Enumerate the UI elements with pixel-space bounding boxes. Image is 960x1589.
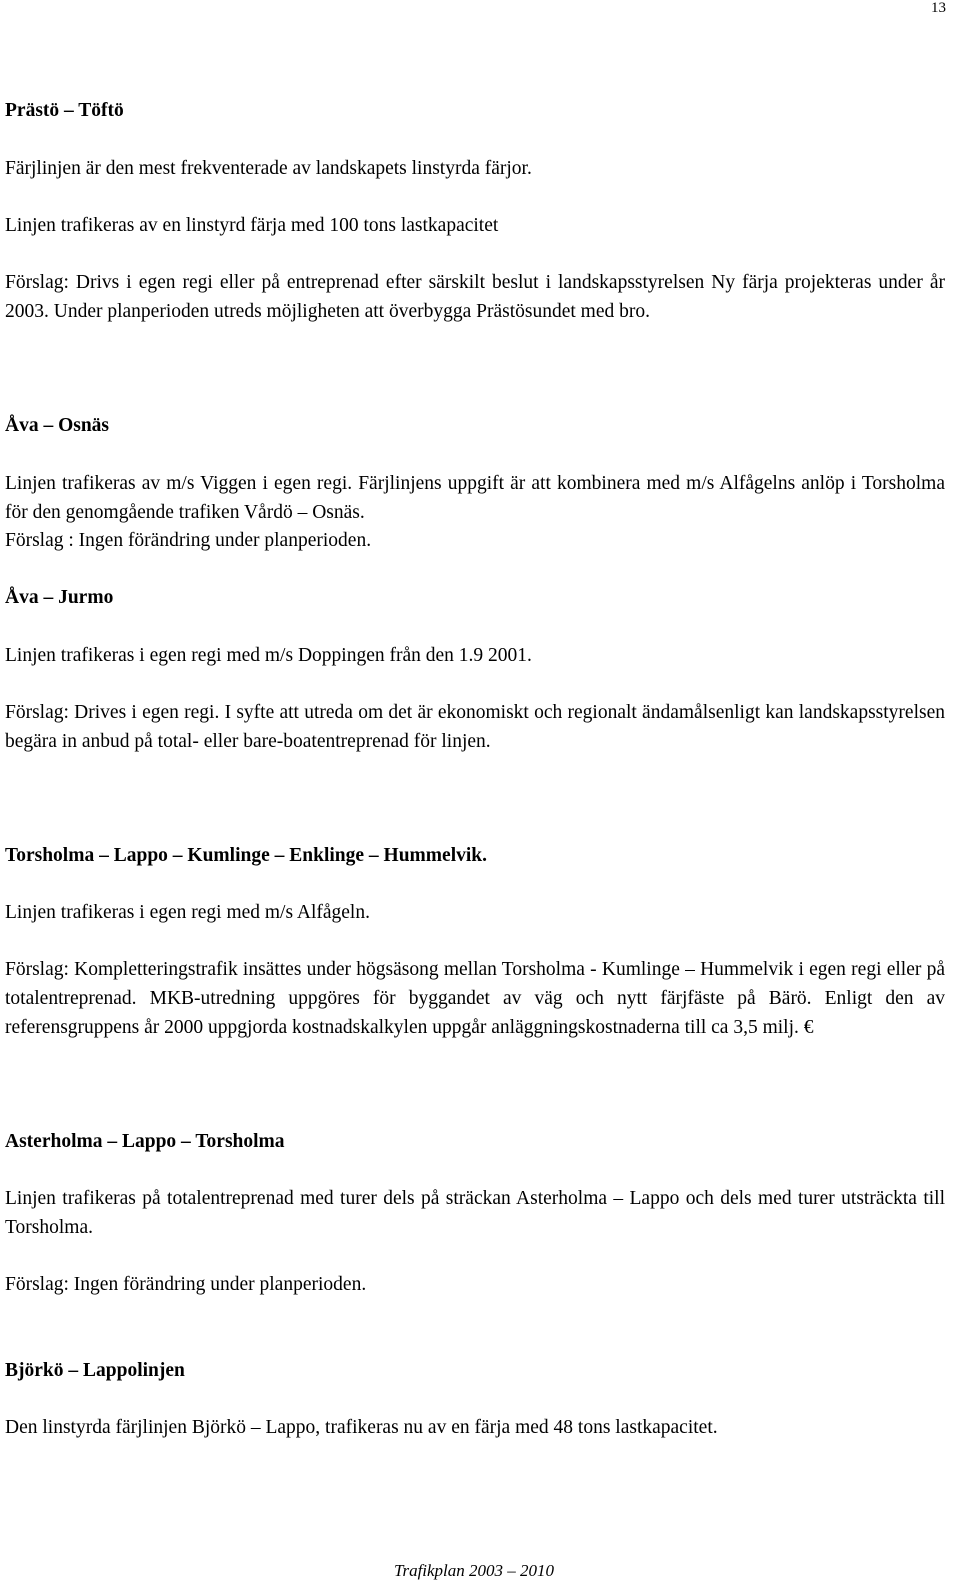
paragraph: Linjen trafikeras på totalentreprenad med turer dels på sträckan Asterholma – Lappo och dels med turer utsträckta till Torsholma. xyxy=(5,1188,945,1238)
paragraph: Förslag: Drivs i egen regi eller på entreprenad efter särskilt beslut i landskapsstyrelsen Ny färja projekteras under år 2003. Under planperioden utreds möjligheten att överbygga Prästösundet med bro. xyxy=(5,272,945,322)
paragraph: Linjen trafikeras av m/s Viggen i egen regi. Färjlinjens uppgift är att kombinera med m/s Alfågelns anlöp i Torsholma för den genomgående trafiken Vårdö – Osnäs. xyxy=(5,473,945,523)
section-heading-asterholma-torsholma: Asterholma – Lappo – Torsholma xyxy=(5,1131,285,1152)
paragraph: Linjen trafikeras av en linstyrd färja med 100 tons lastkapacitet xyxy=(5,215,499,236)
paragraph: Den linstyrda färjlinjen Björkö – Lappo, trafikeras nu av en färja med 48 tons lastkapacitet. xyxy=(5,1417,718,1438)
section-heading-ava-osnas: Åva – Osnäs xyxy=(5,415,110,436)
paragraph: Förslag: Kompletteringstrafik insättes under högsäsong mellan Torsholma - Kumlinge – Hummelvik i egen regi eller på totalentreprenad. MKB-utredning uppgöres för byggandet av väg och nytt färjfäste på Bärö. Enligt den av referensgruppens år 2000 uppgjorda kostnadskalkylen uppgår anläggningskostnaderna till ca 3,5 milj. € xyxy=(5,959,945,1038)
paragraph: Förslag: Drives i egen regi. I syfte att utreda om det är ekonomiskt och regionalt ändamålsenligt kan landskapsstyrelsen begära in anbud på total- eller bare-boatentreprenad för linjen. xyxy=(5,702,945,752)
paragraph: Färjlinjen är den mest frekventerade av landskapets linstyrda färjor. xyxy=(5,158,532,179)
paragraph: Linjen trafikeras i egen regi med m/s Alfågeln. xyxy=(5,902,370,923)
section-heading-prasto-tofto: Prästö – Töftö xyxy=(5,100,124,121)
section-heading-ava-jurmo: Åva – Jurmo xyxy=(5,587,114,608)
paragraph: Linjen trafikeras i egen regi med m/s Doppingen från den 1.9 2001. xyxy=(5,645,532,666)
page-number: 13 xyxy=(931,0,946,16)
paragraph: Förslag : Ingen förändring under planperioden. xyxy=(5,530,372,551)
section-heading-bjorko-lappolinjen: Björkö – Lappolinjen xyxy=(5,1360,185,1381)
section-heading-torsholma-hummelvik: Torsholma – Lappo – Kumlinge – Enklinge – Hummelvik. xyxy=(5,845,487,866)
paragraph: Förslag: Ingen förändring under planperioden. xyxy=(5,1274,367,1295)
page-footer: Trafikplan 2003 – 2010 xyxy=(393,1561,555,1580)
